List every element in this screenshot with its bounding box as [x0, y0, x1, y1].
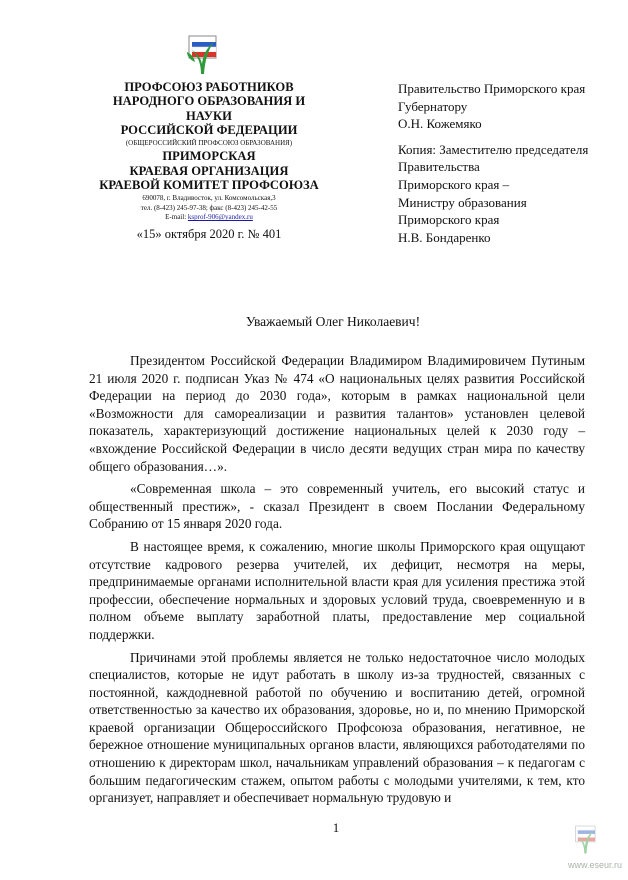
org-title-line: НАУКИ	[186, 108, 232, 123]
org-header	[98, 80, 320, 242]
addressee-line: О.Н. Кожемяко	[398, 116, 482, 132]
watermark-logo	[572, 822, 598, 856]
salutation: Уважаемый Олег Николаевич!	[245, 314, 421, 329]
copy-line: Правительства	[398, 159, 480, 175]
copy-line: Приморского края –	[398, 176, 510, 192]
email-link[interactable]: ksprof-906@yandex.ru	[187, 213, 253, 222]
watermark-text: www.eseur.ru	[568, 860, 623, 870]
org-phones: тел. (8-423) 245-97-38; факс (8-423) 245-42-55	[140, 203, 278, 212]
page-number: 1	[332, 820, 340, 835]
branch-title-line: ПРИМОРСКАЯ	[162, 149, 256, 164]
body-paragraph: Причинами этой проблемы является не только недостаточное число молодых специалистов, которые не идут работать в школу из-за трудностей, связанных с постоянной, каждодневной работой по обучению и воспитанию детей, огромной ответственностью за качество их образования, здоровье, но и, по мнению Приморской краевой организации Общероссийского Профсоюза образования, негативное, не бережное отношение муниципальных органов власти, являющихся работодателями по отношению к директорам школ, начальникам управлений образования – к педагогам с большим педагогическим стажем, опытом работы с молодыми учителями, к тем, кто организует, направляет и обеспечивает нормальную трудовую и	[89, 649, 585, 806]
letter-date-number: «15» октября 2020 г. № 401	[136, 226, 282, 241]
branch-title-line: КРАЕВОЙ КОМИТЕТ ПРОФСОЮЗА	[99, 177, 319, 192]
addressee-block	[398, 80, 626, 246]
copy-line: Министру образования	[398, 194, 527, 210]
letter-body	[89, 352, 585, 807]
copy-line: Н.В. Бондаренко	[398, 229, 491, 245]
body-paragraph: В настоящее время, к сожалению, многие школы Приморского края ощущают отсутствие кадрового резерва учителей, их дефицит, несмотря на меры, предпринимаемые органами исполнительной власти края для усиления престижа этой профессии, обеспечение нормальных и здоровых условий труда, своевременную и в полном объеме выплату заработной платы, предоставление мер социальной поддержки.	[89, 538, 585, 642]
addressee-line: Губернатору	[398, 98, 468, 114]
copy-line: Приморского края	[398, 212, 500, 228]
org-subtitle: (ОБЩЕРОССИЙСКИЙ ПРОФСОЮЗ ОБРАЗОВАНИЯ)	[125, 138, 293, 147]
org-email-line	[98, 213, 320, 223]
org-title-line: РОССИЙСКОЙ ФЕДЕРАЦИИ	[120, 123, 298, 138]
body-paragraph: Президентом Российской Федерации Владимиром Владимировичем Путиным 21 июля 2020 г. подписан Указ № 474 «О национальных целях развития Российской Федерации на период до 2030 года», которым в рамках национальной цели «Возможности для самореализации и развития талантов» установлен целевой показатель, характеризующий достижение национальных целей к 2030 году – «вхождение Российской Федерации в число десяти ведущих стран мира по качеству общего образования…».	[89, 353, 585, 474]
copy-line: Копия: Заместителю председателя	[398, 141, 589, 157]
org-title-line: НАРОДНОГО ОБРАЗОВАНИЯ И	[112, 94, 306, 109]
addressee-line: Правительство Приморского края	[398, 81, 586, 96]
body-paragraph: «Современная школа – это современный учитель, его высокий статус и общественный престиж», - сказал Президент в своем Послании Федеральному Собранию от 15 января 2020 года.	[89, 481, 585, 532]
org-title-line: ПРОФСОЮЗ РАБОТНИКОВ	[124, 80, 294, 94]
branch-title-line: КРАЕВАЯ ОРГАНИЗАЦИЯ	[129, 163, 289, 178]
union-logo	[184, 32, 220, 76]
org-address: 690078, г. Владивосток, ул. Комсомольская,3	[142, 194, 276, 203]
email-label: E-mail:	[165, 213, 187, 222]
